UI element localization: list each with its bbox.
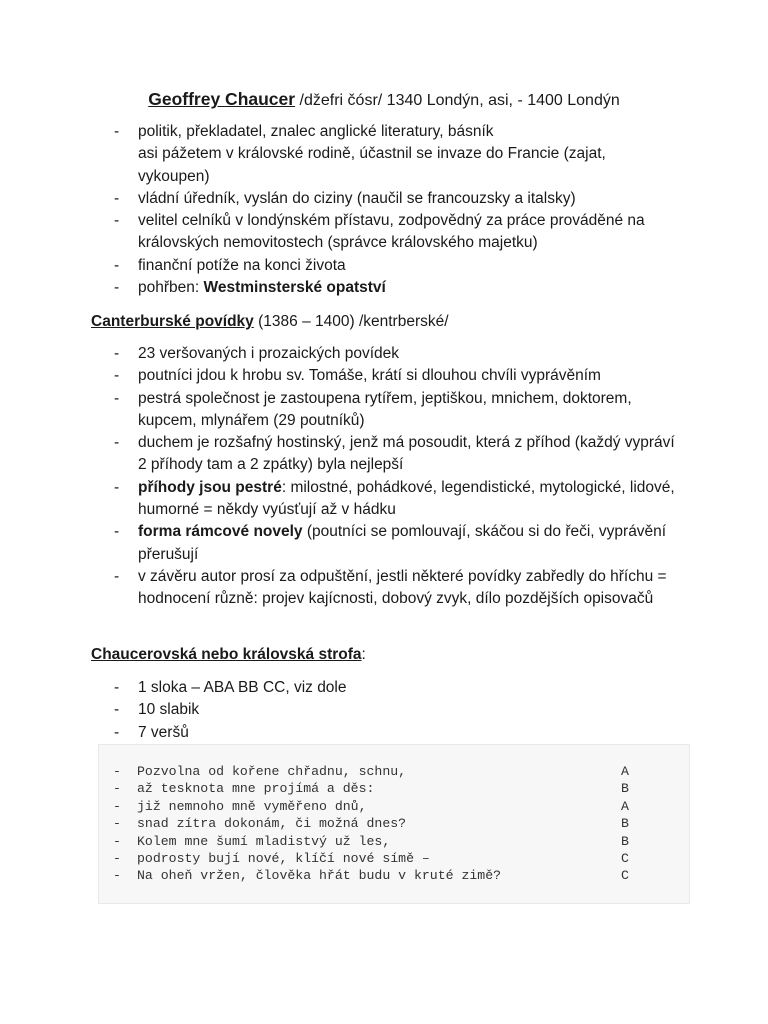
item-text: asi pážetem v královské rodině, účastnil se invaze do Francie (zajat, vykoupen) — [138, 145, 606, 185]
rhyme-letter: B — [621, 781, 629, 797]
item-text: finanční potíže na konci života — [138, 256, 346, 274]
item-text: poutníci jdou k hrobu sv. Tomáše, krátí si dlouhou chvíli vyprávěním — [138, 367, 601, 385]
list-item — [0, 343, 768, 365]
rhyme-letter: C — [621, 868, 629, 884]
item-text: v závěru autor prosí za odpuštění, jestli některé povídky zabředly do hříchu = hodnocení různě: projev kajícnosti, dobový zvyk, dílo pozdějších opisovačů — [138, 567, 667, 608]
list-item — [0, 143, 768, 188]
list-item — [0, 121, 768, 143]
section-subtitle: : — [361, 646, 366, 663]
poem-dash: - — [113, 851, 121, 867]
poem-verse: Pozvolna od kořene chřadnu, schnu, — [137, 764, 407, 779]
poem-dash: - — [113, 833, 121, 849]
item-text: pestrá společnost je zastoupena rytířem, jeptiškou, mnichem, doktorem, kupcem, mlynářem (29 poutníků) — [138, 389, 632, 429]
poem-line — [113, 850, 629, 867]
rhyme-letter: A — [621, 764, 629, 779]
poem-line — [113, 815, 629, 832]
poem-line — [113, 763, 629, 780]
poem-dash: - — [113, 764, 121, 779]
rhyme-letter: B — [621, 833, 629, 849]
poem-dash: - — [113, 816, 121, 832]
item-emphasis: příhody jsou pestré — [138, 478, 282, 496]
rhyme-letter: A — [621, 798, 629, 814]
list-item — [0, 255, 768, 277]
list-item — [0, 699, 768, 721]
section-title: Chaucerovská nebo královská strofa — [91, 646, 362, 663]
section-title: Canterburské povídky — [91, 313, 254, 330]
poem-verse: Na oheň vržen, člověka hřát budu v kruté zimě? — [137, 868, 502, 884]
list-item — [0, 277, 768, 299]
poem-text — [113, 763, 629, 885]
list-item — [0, 521, 768, 566]
list-item — [0, 388, 768, 433]
section-heading-strophe — [91, 644, 366, 666]
section-heading-canterbury — [91, 311, 449, 333]
item-text: velitel celníků v londýnském přístavu, zodpovědný za práce prováděné na královských nemovitostech (správce královského majetku) — [138, 212, 645, 252]
item-text: politik, překladatel, znalec anglické literatury, básník — [138, 123, 494, 140]
poem-verse: již nemnoho mně vyměřeno dnů, — [137, 798, 367, 814]
poem-dash: - — [113, 781, 121, 797]
item-emphasis: Westminsterské opatství — [203, 279, 386, 297]
item-text: 10 slabik — [138, 701, 200, 719]
list-item — [0, 677, 768, 699]
list-item — [0, 477, 768, 522]
rhyme-letter: B — [621, 816, 629, 832]
list-item — [0, 566, 768, 611]
poem-dash: - — [113, 868, 121, 884]
item-text: 7 veršů — [138, 723, 189, 741]
poem-verse: Kolem mne šumí mladistvý už les, — [137, 833, 391, 849]
item-text: : milostné, pohádkové, legendistické, mytologické, lidové, humorné = někdy vyúsťují až v hádku — [138, 478, 675, 519]
item-text: 23 veršovaných i prozaických povídek — [138, 345, 400, 362]
item-text: 1 sloka – ABA BB CC, viz dole — [138, 679, 347, 696]
poem-verse: snad zítra dokonám, či možná dnes? — [137, 816, 407, 832]
poem-dash: - — [113, 798, 121, 814]
poem-line — [113, 833, 629, 850]
author-details: /džefri čósr/ 1340 Londýn, asi, - 1400 Londýn — [295, 92, 620, 109]
canterbury-list — [0, 343, 768, 611]
author-name: Geoffrey Chaucer — [148, 89, 296, 109]
item-text: duchem je rozšafný hostinský, jenž má posoudit, která z příhod (každý vypráví 2 příhody tam a 2 zpátky) byla nejlepší — [138, 434, 675, 474]
list-item — [0, 210, 768, 255]
section-subtitle: (1386 – 1400) /kentrberské/ — [253, 313, 449, 330]
item-prefix: pohřben: — [138, 279, 204, 297]
document-title — [0, 88, 768, 112]
strophe-list — [0, 677, 768, 744]
list-item — [0, 432, 768, 477]
biography-list — [0, 121, 768, 299]
poem-verse: až tesknota mne projímá a děs: — [137, 781, 375, 797]
item-text: (poutníci se pomlouvají, skáčou si do řeči, vyprávění přerušují — [138, 523, 667, 563]
poem-line — [113, 780, 629, 797]
poem-line — [113, 798, 629, 815]
item-emphasis: forma rámcové novely — [138, 523, 303, 541]
list-item — [0, 365, 768, 387]
item-text: vládní úředník, vyslán do ciziny (naučil se francouzsky a italsky) — [138, 189, 576, 207]
poem-code-block — [98, 744, 690, 904]
list-item — [0, 722, 768, 744]
poem-line — [113, 867, 629, 884]
list-item — [0, 188, 768, 210]
poem-verse: podrosty bují nové, klíčí nové símě – — [137, 851, 430, 867]
rhyme-letter: C — [621, 851, 629, 867]
